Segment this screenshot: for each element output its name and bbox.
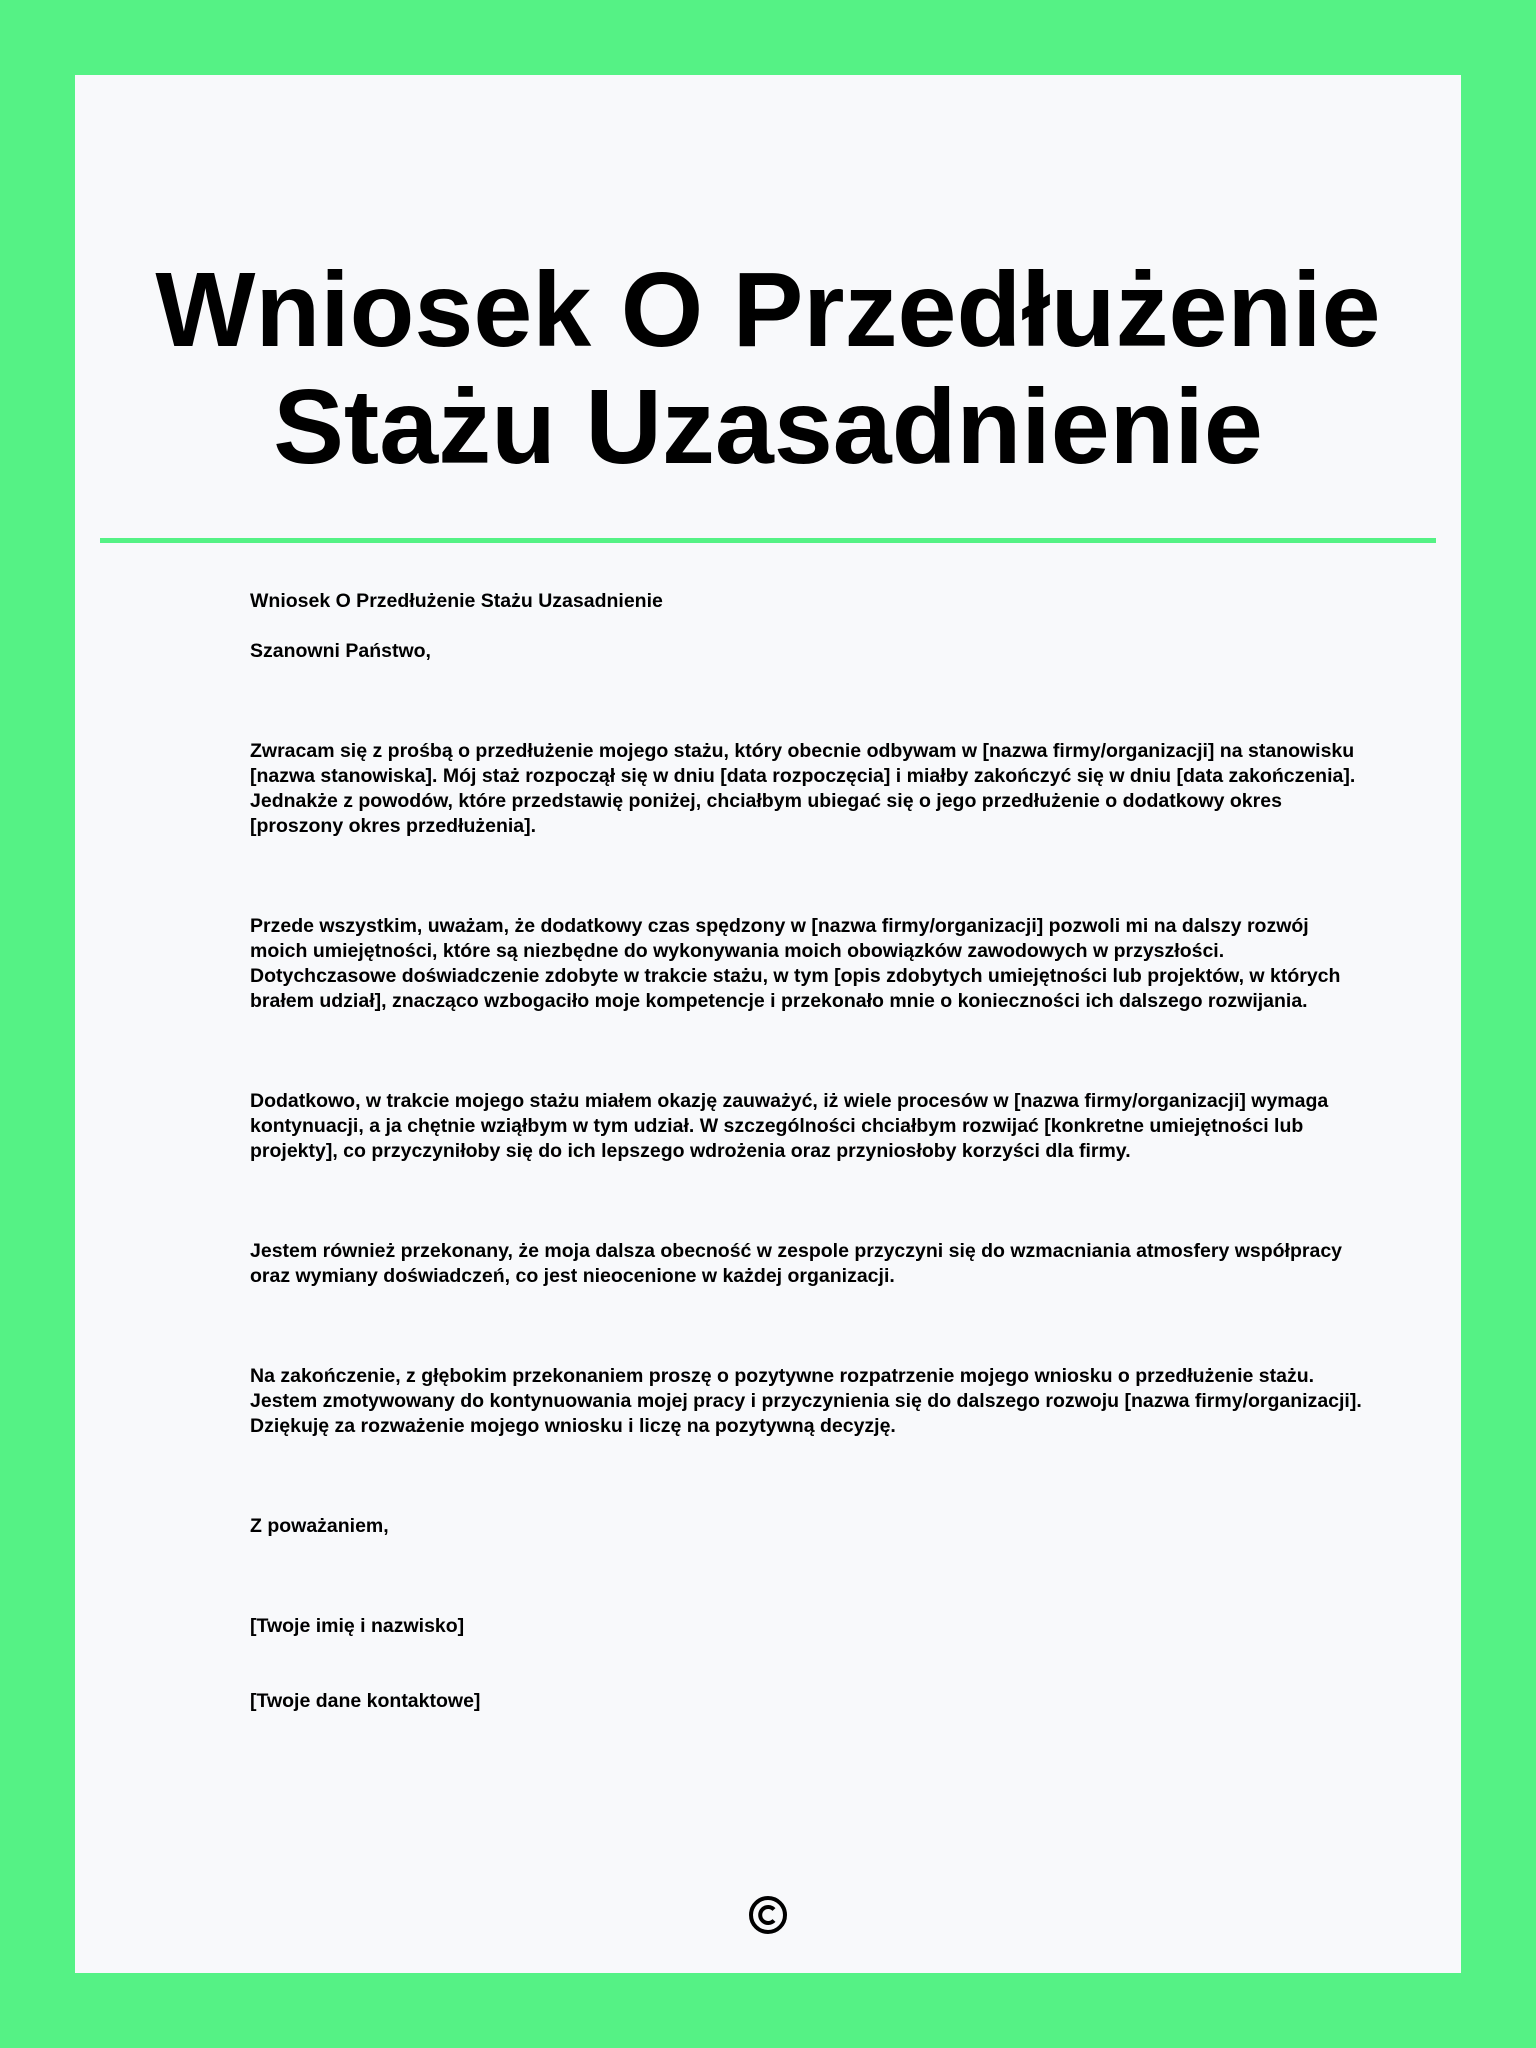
letter-paragraph: Jestem również przekonany, że moja dalsza obecność w zespole przyczyni się do wzmacniania atmosfery współpracy oraz wymiany doświadczeń, co jest nieocenione w każdej organizacji. — [250, 1240, 1343, 1287]
letter-subject: Wniosek O Przedłużenie Stażu Uzasadnienie — [250, 590, 663, 612]
letter-paragraph: Dodatkowo, w trakcie mojego stażu miałem okazję zauważyć, iż wiele procesów w [nazwa firmy/organizacji] wymaga kontynuacji, a ja chętnie wziąłbym w tym udział. W szczególności chciałbym rozwijać [konkretne umiejętności lub projekty], co przyczyniłoby się do ich lepszego wdrożenia oraz przyniosłoby korzyści dla firmy. — [250, 1090, 1329, 1162]
letter-paragraph: Zwracam się z prośbą o przedłużenie mojego stażu, który obecnie odbywam w [nazwa firmy/organizacji] na stanowisku [nazwa stanowiska]. Mój staż rozpoczął się w dniu [data rozpoczęcia] i miałby zakończyć się w dniu [data zakończenia]. Jednakże z powodów, które przedstawię poniżej, chciałbym ubiegać się o jego przedłużenie o dodatkowy okres [proszony okres przedłużenia]. — [250, 740, 1356, 837]
letter-greeting: Szanowni Państwo, — [250, 640, 431, 662]
page-title: Wniosek O Przedłużenie Stażu Uzasadnienie — [155, 251, 1381, 486]
letter-closing: Z poważaniem, — [250, 1515, 389, 1537]
signature-contact: [Twoje dane kontaktowe] — [250, 1690, 481, 1712]
letter-paragraph: Przede wszystkim, uważam, że dodatkowy czas spędzony w [nazwa firmy/organizacji] pozwoli mi na dalszy rozwój moich umiejętności, które są niezbędne do wykonywania moich obowiązków zawodowych w przyszłości. Dotychczasowe doświadczenie zdobyte w trakcie stażu, w tym [opis zdobytych umiejętności lub projektów, w których brałem udział], znacząco wzbogaciło moje kompetencje i przekonało mnie o konieczności ich dalszego rozwijania. — [250, 915, 1341, 1012]
letter-paragraph: Na zakończenie, z głębokim przekonaniem proszę o pozytywne rozpatrzenie mojego wniosku o przedłużenie stażu. Jestem zmotywowany do kontynuowania mojej pracy i przyczynienia się do dalszego rozwoju [nazwa firmy/organizacji]. Dziękuję za rozważenie mojego wniosku i liczę na pozytywną decyzję. — [250, 1365, 1362, 1437]
signature-name: [Twoje imię i nazwisko] — [250, 1615, 465, 1637]
title-divider — [100, 538, 1436, 543]
letter-body — [250, 589, 1370, 1714]
document-page — [75, 75, 1461, 1973]
copyright-icon — [748, 1922, 788, 1939]
footer — [75, 1895, 1461, 1940]
